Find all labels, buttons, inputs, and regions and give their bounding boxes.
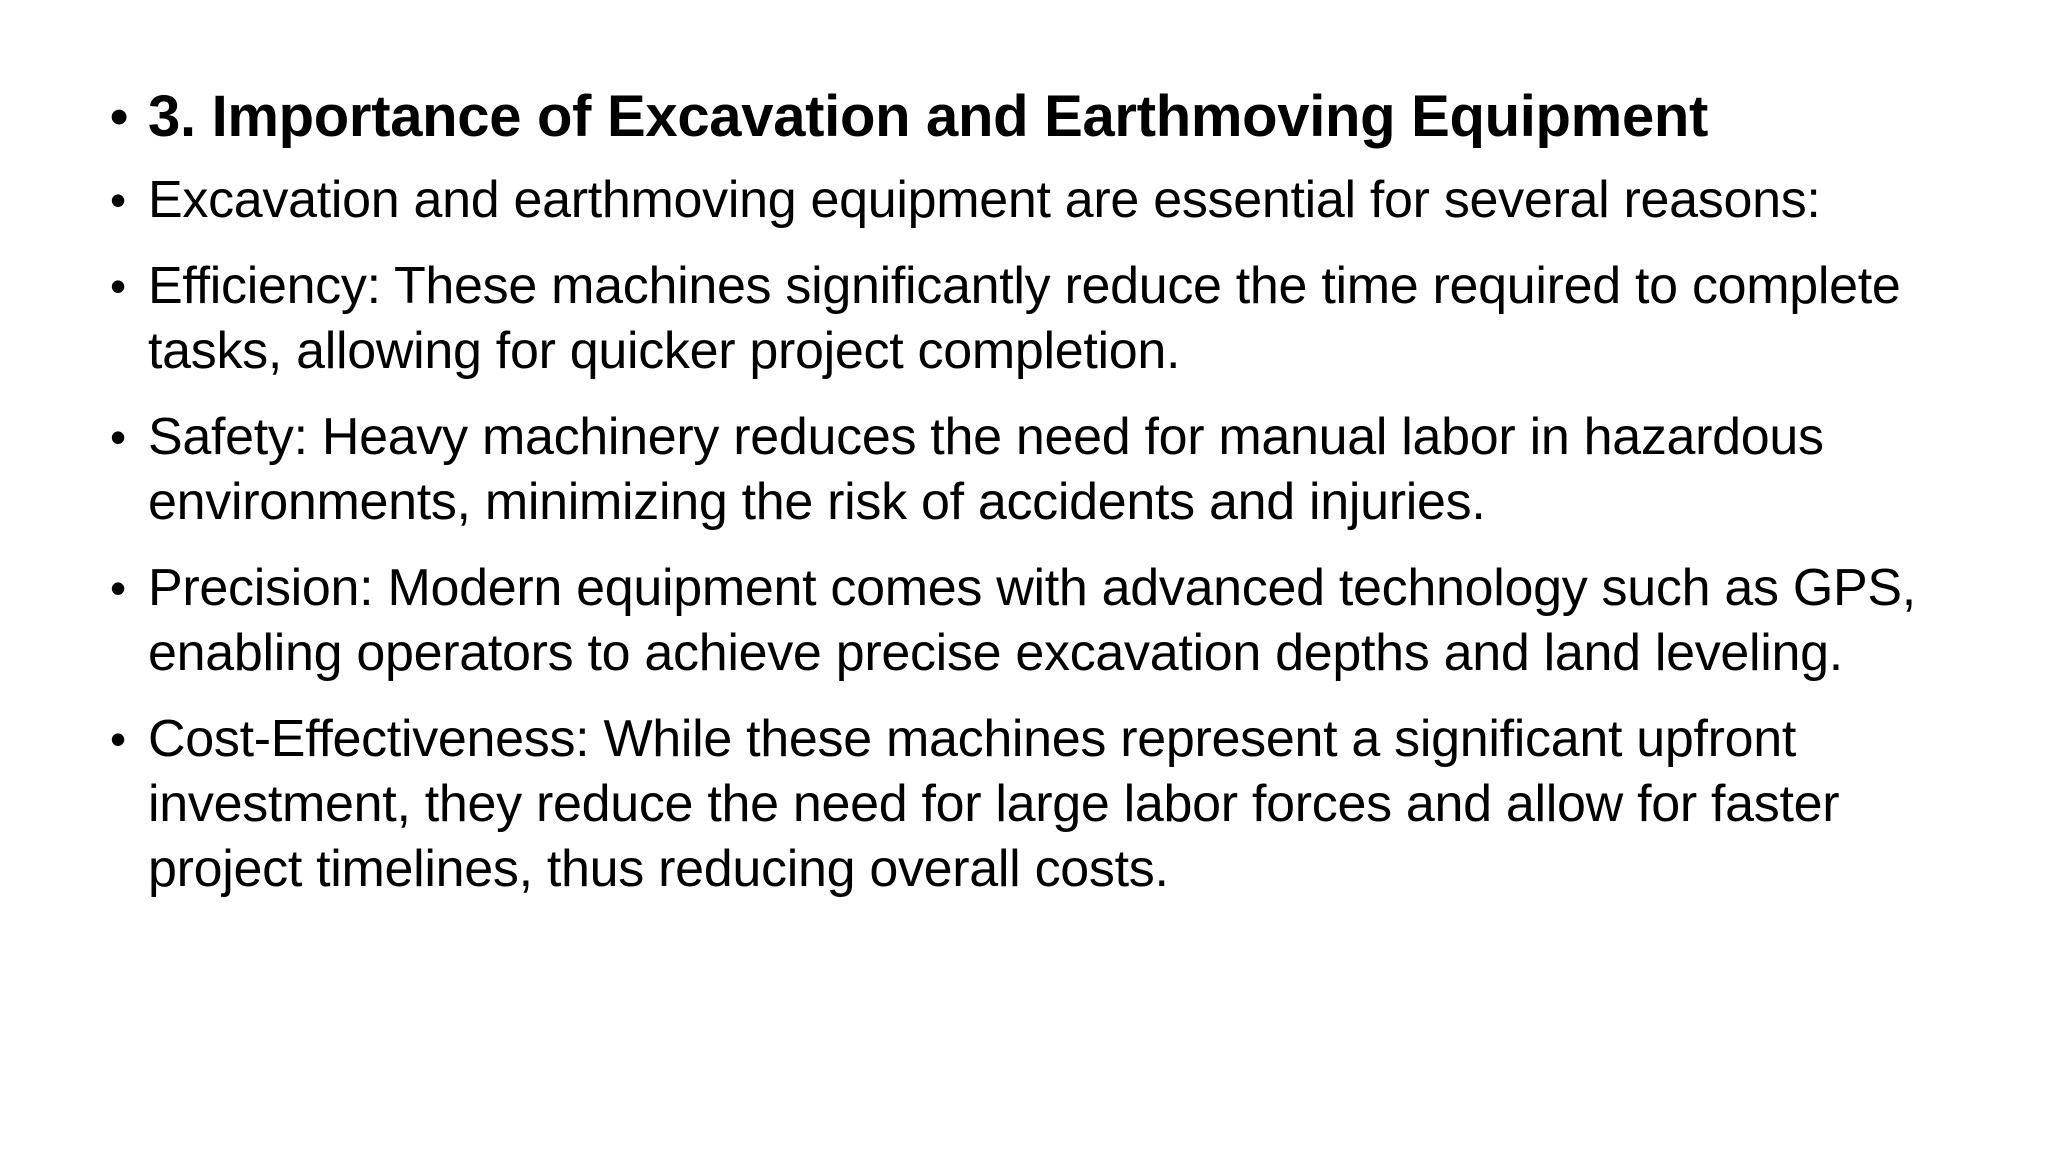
bullet-icon: • [110, 411, 126, 463]
bullet-cost-effectiveness [110, 707, 1990, 902]
bullet-text: Cost-Effectiveness: While these machines represent a significant upfront investment, they reduce the need for large labor forces and allow for faster project timelines, thus reducing overall costs. [148, 710, 1840, 898]
bullet-safety [110, 405, 1990, 535]
bullet-icon: • [110, 713, 126, 765]
bullet-text: Excavation and earthmoving equipment are essential for several reasons: [148, 171, 1821, 229]
bullet-icon: • [110, 174, 126, 226]
bullet-list [110, 80, 1990, 923]
bullet-icon: • [110, 562, 126, 614]
bullet-text: Efficiency: These machines significantly reduce the time required to complete tasks, allowing for quicker project completion. [148, 257, 1901, 380]
bullet-intro [110, 168, 1990, 233]
bullet-efficiency [110, 254, 1990, 384]
slide-heading [110, 80, 1990, 154]
bullet-icon: • [110, 260, 126, 312]
bullet-precision [110, 556, 1990, 686]
bullet-icon: • [110, 88, 128, 146]
bullet-text: Safety: Heavy machinery reduces the need for manual labor in hazardous environments, minimizing the risk of accidents and injuries. [148, 408, 1824, 531]
heading-text: 3. Importance of Excavation and Earthmoving Equipment [148, 84, 1709, 149]
bullet-text: Precision: Modern equipment comes with advanced technology such as GPS, enabling operators to achieve precise excavation depths and land leveling. [148, 559, 1916, 682]
